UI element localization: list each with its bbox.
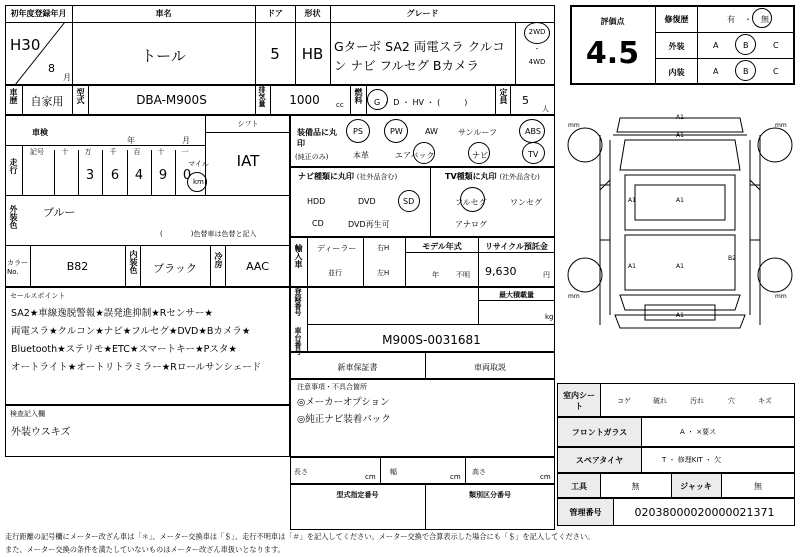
exterior-label: 外装 <box>668 42 685 51</box>
first-reg-label: 初年度登録年月 <box>10 9 67 18</box>
grade-line2: ン ナビ フルセグ Bカメラ <box>334 58 479 73</box>
sales-line: SA2★車線逸脱警報★誤発進抑制★Rセンサー★ <box>11 308 213 319</box>
reg-year: H30 <box>10 36 41 54</box>
chassis-label: 車台番号 <box>294 327 302 355</box>
diagram-mm: mm <box>568 293 580 300</box>
displacement-label: 排気量 <box>258 86 266 107</box>
sales-line: 両電スラ★クルコン★ナビ★フルセグ★DVD★Bカメラ★ <box>11 326 251 337</box>
km-circle <box>187 172 207 192</box>
ac: AAC <box>246 260 269 273</box>
mgmt-label: 管理番号 <box>569 508 602 517</box>
navi-sd-circle <box>398 190 420 212</box>
fuel-label: 燃料 <box>354 88 363 104</box>
mileage-digit: 6 <box>110 168 120 183</box>
ac-label: 冷房 <box>214 252 223 268</box>
capacity: 5 <box>522 94 529 107</box>
exterior-b-circle <box>735 34 756 55</box>
diagram-label: A1 <box>676 197 684 204</box>
displacement: 1000 <box>289 93 320 107</box>
fuel-g-circle <box>367 89 388 110</box>
shape: HB <box>301 45 324 63</box>
diagram-label: A1 <box>676 132 684 139</box>
repair-opt-no: 無 <box>761 15 769 24</box>
repair-opt-yes: 有 <box>727 15 735 24</box>
type-no-label: 型式指定番号 <box>336 491 379 499</box>
recycle: 9,630 <box>485 265 517 278</box>
sales-line: オートライト★オートリトラミラー★Rロールサンシェード <box>11 362 262 373</box>
tools-label: 工具 <box>571 482 587 491</box>
shaken-label: 車検 <box>32 128 48 137</box>
equip-pw-circle <box>384 119 408 143</box>
tv-fullseg-circle <box>460 187 485 212</box>
usage-label: 車歴 <box>9 88 18 104</box>
shift-label: シフト <box>237 120 259 128</box>
km-label: km <box>193 178 204 186</box>
manual: 車両取説 <box>474 363 506 372</box>
interior-color: ブラック <box>153 262 197 275</box>
import-label: 輸入車 <box>294 244 303 268</box>
notes-line: ◎メーカーオプション <box>297 397 390 408</box>
repair-no-circle <box>752 8 772 28</box>
interior-color-label: 内装色 <box>129 250 138 274</box>
usage: 自家用 <box>30 95 64 108</box>
equip-abs-circle <box>519 119 545 143</box>
warranty: 新車保証書 <box>337 363 378 372</box>
dims-row <box>290 457 555 484</box>
mileage-digit: 3 <box>85 168 95 183</box>
footer-line1: 走行距離の記号欄にメーター改ざん車は「＊」、メーター交換車は「＄」、走行不明車は「＃」を記入してください。メーター交換で合算表示した場合にも「＄」を記入してください。 <box>5 532 595 541</box>
equip-navi-circle <box>468 142 490 164</box>
diagram-label: B2 <box>728 255 736 262</box>
chassis: M900S-0031681 <box>382 333 481 347</box>
seat-label: 室内シート <box>563 391 595 411</box>
drive-4wd: 4WD <box>528 58 546 66</box>
colorcode: B82 <box>66 260 89 273</box>
equip-aw: AW <box>425 127 438 136</box>
equip-abs: ABS <box>525 127 541 136</box>
mgmt: 02038000020000021371 <box>634 506 775 519</box>
car-name-label: 車名 <box>155 9 172 18</box>
inspector-label: 検査記入欄 <box>10 410 45 418</box>
model-year-label: モデル年式 <box>422 242 462 251</box>
glass-label: フロントガラス <box>571 428 628 437</box>
mile-label: マイル <box>188 160 209 168</box>
grade-line1: Gターボ SA2 両電スラ クルコ <box>334 39 505 54</box>
mileage-digit: 0 <box>182 168 192 183</box>
jack: 無 <box>754 482 762 491</box>
colorcode-label: カラーNo. <box>7 259 28 276</box>
recycle-label: リサイクル預託金 <box>485 242 548 251</box>
class-no-label: 類別区分番号 <box>469 491 511 499</box>
diagram-mm: mm <box>775 122 787 129</box>
equip-sunroof: サンルーフ <box>458 128 497 137</box>
color-note: ( )色替車は色替と記入 <box>160 230 257 238</box>
tv-label: TV種類に丸印 (社外品含む) <box>445 172 540 181</box>
shift: IAT <box>236 152 260 170</box>
mileage-digit: 4 <box>134 168 144 183</box>
model-label: 型式 <box>76 88 85 104</box>
grade-label: グレード <box>406 9 439 18</box>
interior-label: 内装 <box>668 68 685 77</box>
mileage-digit-headers: 記号 十 万 千 百 十 一 <box>30 148 189 156</box>
diagram-mm: mm <box>568 122 580 129</box>
navi-label: ナビ種類に丸印 (社外品含む) <box>298 172 398 181</box>
sales-points-label: セールスポイント <box>10 292 66 300</box>
notes-line: ◎純正ナビ装着パック <box>297 414 391 425</box>
repair-label: 修復歴 <box>664 15 689 24</box>
diagram-label: A1 <box>676 312 684 319</box>
mileage-label: 走行 <box>9 158 18 174</box>
inspector-text: 外装ウスキズ <box>11 427 71 438</box>
notes-label: 注意事項・不具合箇所 <box>297 383 367 391</box>
equip-tv-circle <box>522 142 545 164</box>
capacity-label: 定員 <box>499 88 508 104</box>
diagram-label: A1 <box>628 197 636 204</box>
score-label: 評価点 <box>600 17 625 26</box>
sales-line: Bluetooth★ステリモ★ETC★スマートキー★Pスタ★ <box>11 344 237 355</box>
equip-ps: PS <box>353 127 363 136</box>
glass-options: A ・ ×要ス <box>680 428 717 436</box>
color-value: ブルー <box>43 206 76 219</box>
interior-b-circle <box>735 60 756 81</box>
diagram-label: A1 <box>676 263 684 270</box>
doors-label: ドア <box>267 9 283 18</box>
equip-airbag-circle <box>413 142 435 164</box>
mileage-digit: 9 <box>158 168 168 183</box>
spare-label: スペアタイヤ <box>575 456 624 465</box>
footer-line2: また、メーター交換の条件を満たしていないものはメーター改ざん車扱いとなります。 <box>5 545 285 554</box>
diagram-box <box>570 100 795 380</box>
diagram-label: A1 <box>676 114 684 121</box>
car-name: トール <box>141 47 186 65</box>
doors: 5 <box>270 45 280 63</box>
equip-ps-circle <box>346 119 370 143</box>
reg-no-label: 登録番号 <box>294 288 302 316</box>
reg-month: 8 <box>48 62 55 75</box>
equip-pw: PW <box>390 127 403 136</box>
drive-2wd: 2WD <box>528 28 546 36</box>
model: DBA-M900S <box>136 93 207 107</box>
fuel-options: G ・ D ・ HV ・ ( ) <box>374 98 468 107</box>
diagram-label: A1 <box>628 263 636 270</box>
score-value: 4.5 <box>585 36 640 71</box>
load-label: 最大積載量 <box>499 291 534 299</box>
diagram-mm: mm <box>775 293 787 300</box>
reg-month-unit: 月 <box>63 73 71 82</box>
color-label: 外装色 <box>9 205 18 229</box>
equipment-label: 装備品に丸印 <box>297 128 337 148</box>
shape-label: 形状 <box>304 9 321 18</box>
tools: 無 <box>631 482 640 491</box>
spare-options: T ・ 修理KIT ・ 欠 <box>662 456 722 464</box>
jack-label: ジャッキ <box>680 482 712 491</box>
